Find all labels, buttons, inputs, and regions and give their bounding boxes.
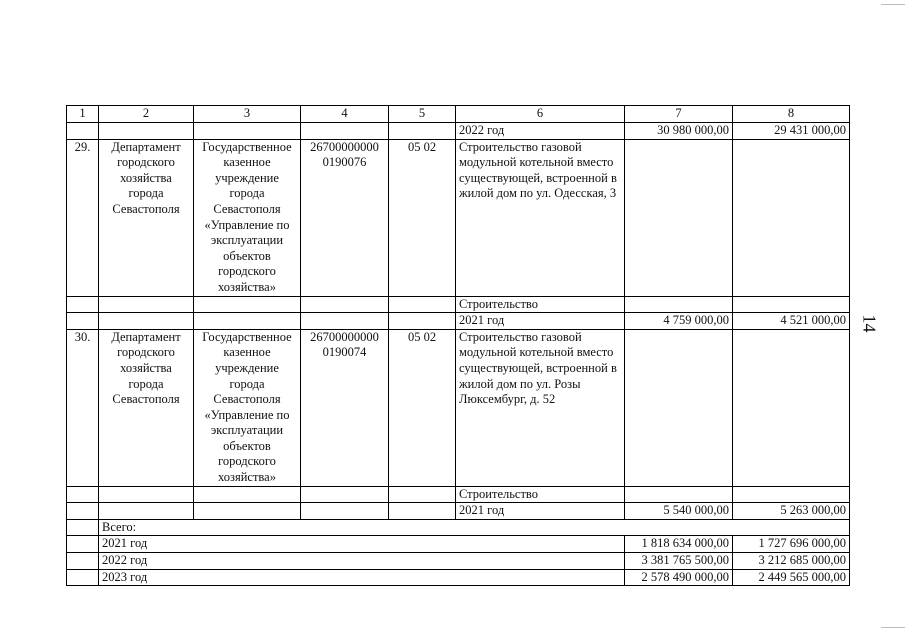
totals-label: Всего:	[99, 519, 850, 536]
totals-amount: 3 212 685 000,00	[733, 553, 850, 570]
table-row	[67, 486, 850, 503]
amount-cell: 4 521 000,00	[733, 313, 850, 330]
row-number: 30.	[67, 329, 99, 486]
header-cell: 2	[99, 106, 194, 123]
totals-year: 2021 год	[99, 536, 625, 553]
totals-row	[67, 536, 850, 553]
table-row-item-30	[67, 329, 850, 486]
totals-amount: 2 449 565 000,00	[733, 569, 850, 586]
section-cell: 05 02	[389, 329, 456, 486]
totals-amount: 1 818 634 000,00	[625, 536, 733, 553]
header-cell: 7	[625, 106, 733, 123]
totals-year: 2023 год	[99, 569, 625, 586]
department-cell: Департамент городского хозяйства города Севастополя	[99, 329, 194, 486]
scan-edge-mark-bottom	[881, 627, 905, 628]
section-cell: 05 02	[389, 139, 456, 296]
table-row	[67, 296, 850, 313]
page-number: 14	[859, 314, 880, 333]
work-type-cell: Строительство	[456, 486, 625, 503]
header-cell: 8	[733, 106, 850, 123]
budget-table	[66, 105, 850, 586]
table-row-item-29	[67, 139, 850, 296]
header-cell: 6	[456, 106, 625, 123]
table-row	[67, 503, 850, 520]
header-cell: 3	[194, 106, 301, 123]
recipient-cell: Государственное казенное учреждение города Севастополя «Управление по эксплуатации объектов городского хозяйства»	[194, 139, 301, 296]
scan-edge-mark-top	[881, 4, 905, 5]
amount-cell: 30 980 000,00	[625, 123, 733, 140]
code-cell: 26700000000 0190076	[301, 139, 389, 296]
year-cell: 2021 год	[456, 313, 625, 330]
amount-cell: 29 431 000,00	[733, 123, 850, 140]
object-cell: Строительство газовой модульной котельной вместо существующей, встроенной в жилой дом по ул. Розы Люксембург, д. 52	[456, 329, 625, 486]
totals-amount: 1 727 696 000,00	[733, 536, 850, 553]
department-cell: Департамент городского хозяйства города Севастополя	[99, 139, 194, 296]
totals-header-row	[67, 519, 850, 536]
table-row	[67, 313, 850, 330]
table-row	[67, 123, 850, 140]
year-cell: 2022 год	[456, 123, 625, 140]
header-cell: 1	[67, 106, 99, 123]
totals-amount: 2 578 490 000,00	[625, 569, 733, 586]
year-cell: 2021 год	[456, 503, 625, 520]
totals-amount: 3 381 765 500,00	[625, 553, 733, 570]
amount-cell: 5 263 000,00	[733, 503, 850, 520]
amount-cell: 4 759 000,00	[625, 313, 733, 330]
header-row	[67, 106, 850, 123]
work-type-cell: Строительство	[456, 296, 625, 313]
recipient-cell: Государственное казенное учреждение города Севастополя «Управление по эксплуатации объектов городского хозяйства»	[194, 329, 301, 486]
code-cell: 26700000000 0190074	[301, 329, 389, 486]
totals-row	[67, 569, 850, 586]
row-number: 29.	[67, 139, 99, 296]
object-cell: Строительство газовой модульной котельной вместо существующей, встроенной в жилой дом по ул. Одесская, 3	[456, 139, 625, 296]
totals-row	[67, 553, 850, 570]
header-cell: 4	[301, 106, 389, 123]
totals-year: 2022 год	[99, 553, 625, 570]
amount-cell: 5 540 000,00	[625, 503, 733, 520]
header-cell: 5	[389, 106, 456, 123]
